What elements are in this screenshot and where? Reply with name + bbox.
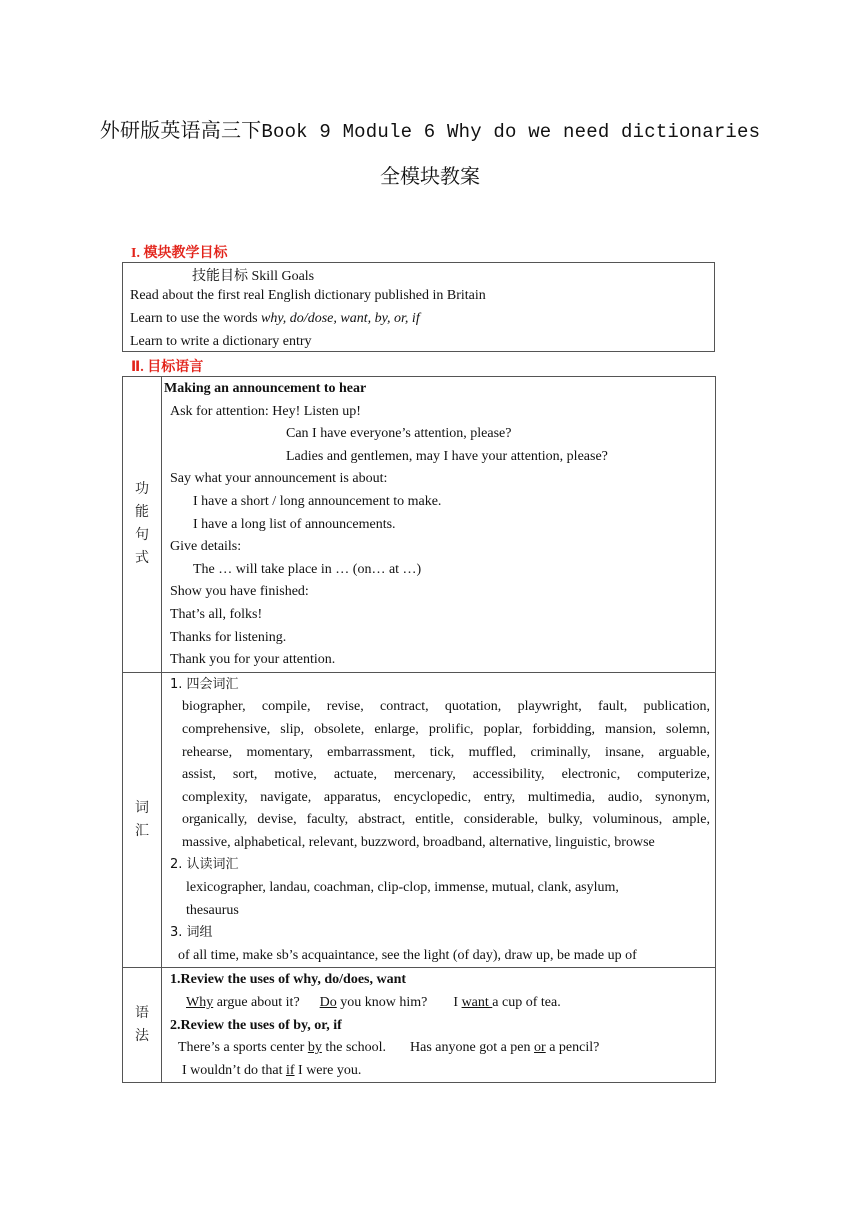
example-text: I	[453, 995, 462, 1011]
document-title	[0, 114, 860, 143]
say-line-1: I have a short / long announcement to make.	[193, 493, 442, 509]
grammar-label	[123, 968, 162, 1083]
example-text: argue about it?	[213, 995, 300, 1011]
document-subtitle: 全模块教案	[380, 164, 480, 188]
show-line-1: That’s all, folks!	[170, 606, 263, 622]
goal-1: Read about the first real English dictionary published in Britain	[130, 288, 486, 303]
keyword: or	[534, 1040, 546, 1056]
goal-2-prefix: Learn to use the words	[130, 311, 262, 326]
vocab-heading-1: 1. 四会词汇	[170, 676, 239, 692]
example-text: you know him?	[336, 995, 428, 1011]
label-char: 功	[135, 481, 149, 498]
grammar-example-2	[170, 1037, 710, 1060]
vocab-line: comprehensive, slip, obsolete, enlarge, prolific, poplar, forbidding, mansion, solemn,	[182, 721, 710, 737]
vocabulary-label	[123, 672, 162, 968]
section1-heading: I. 模块教学目标	[131, 246, 228, 261]
give-line-1: The … will take place in … (on… at …)	[193, 561, 422, 577]
keyword: want	[461, 995, 493, 1011]
ask-line-3: Ladies and gentlemen, may I have your attention, please?	[286, 448, 608, 464]
vocab-line: biographer, compile, revise, contract, quotation, playwright, fault, publication,	[182, 699, 710, 715]
functional-heading: Making an announcement to hear	[164, 381, 367, 396]
goal-2-words: why, do/dose, want, by, or, if	[261, 311, 420, 326]
ask-line-2: Can I have everyone’s attention, please?	[286, 426, 512, 442]
skill-goals-title: 技能目标 Skill Goals	[192, 269, 315, 284]
label-char: 法	[135, 1028, 149, 1045]
vocab-line: complexity, navigate, apparatus, encyclopedic, entry, multimedia, audio, synonym,	[182, 789, 710, 805]
keyword: Why	[186, 995, 214, 1011]
example-text: I were you.	[294, 1062, 362, 1078]
vocab-line: assist, sort, motive, actuate, mercenary, accessibility, electronic, computerize,	[182, 767, 710, 783]
example-text: Has anyone got a pen	[410, 1040, 535, 1056]
goal-2	[130, 311, 420, 327]
ask-line: Ask for attention: Hey! Listen up!	[170, 403, 361, 419]
label-char: 词	[135, 800, 149, 817]
vocabulary-row	[123, 672, 716, 968]
label-char: 句	[135, 527, 149, 544]
grammar-row	[123, 968, 716, 1083]
grammar-heading-2: 2.Review the uses of by, or, if	[170, 1017, 342, 1033]
functional-row	[123, 377, 716, 673]
show-line-2: Thanks for listening.	[170, 629, 287, 645]
example-text: a pencil?	[545, 1040, 600, 1056]
keyword: if	[285, 1062, 295, 1078]
vocab-heading-2: 2. 认读词汇	[170, 857, 239, 873]
vocab-list	[170, 696, 710, 854]
show-line-3: Thank you for your attention.	[170, 652, 336, 668]
vocab-line: organically, devise, faculty, abstract, entitle, considerable, bulky, voluminous, ample,	[182, 812, 710, 828]
title-prefix: 外研版英语高三下	[99, 118, 262, 142]
give-line: Give details:	[170, 539, 242, 555]
vocab-line-last: massive, alphabetical, relevant, buzzword, broadband, alternative, linguistic, browse	[182, 834, 655, 850]
section2-heading: Ⅱ. 目标语言	[131, 360, 204, 375]
vocab-line: rehearse, momentary, embarrassment, tick, muffled, criminally, insane, arguable,	[182, 744, 710, 760]
show-line: Show you have finished:	[170, 584, 309, 600]
say-line-2: I have a long list of announcements.	[193, 516, 396, 532]
example-text: a cup of tea.	[492, 995, 561, 1011]
grammar-example-1	[170, 992, 710, 1015]
label-char: 语	[135, 1005, 149, 1022]
functional-content	[162, 377, 716, 673]
grammar-example-3	[170, 1060, 710, 1083]
keyword: by	[307, 1040, 322, 1056]
phrases-line: of all time, make sb’s acquaintance, see the light (of day), draw up, be made up of	[178, 947, 637, 963]
example-text: I wouldn’t do that	[182, 1062, 286, 1078]
vocabulary-content	[162, 672, 716, 968]
keyword: Do	[319, 995, 337, 1011]
read-line-1: lexicographer, landau, coachman, clip-clop, immense, mutual, clank, asylum,	[186, 880, 619, 896]
read-line-2: thesaurus	[186, 902, 239, 918]
label-char: 式	[135, 550, 149, 567]
say-line: Say what your announcement is about:	[170, 471, 388, 487]
target-language-table	[122, 376, 716, 1083]
example-text: the school.	[321, 1040, 386, 1056]
label-char: 汇	[135, 823, 149, 840]
grammar-content	[162, 968, 716, 1083]
label-char: 能	[135, 504, 149, 521]
example-text: There’s a sports center	[178, 1040, 308, 1056]
grammar-heading-1: 1.Review the uses of why, do/does, want	[170, 972, 407, 988]
vocab-heading-3: 3. 词组	[170, 925, 213, 941]
skill-goals-box	[122, 262, 715, 352]
title-english: Book 9 Module 6 Why do we need dictionaries	[261, 121, 761, 143]
functional-label	[123, 377, 162, 673]
goal-3: Learn to write a dictionary entry	[130, 334, 312, 349]
